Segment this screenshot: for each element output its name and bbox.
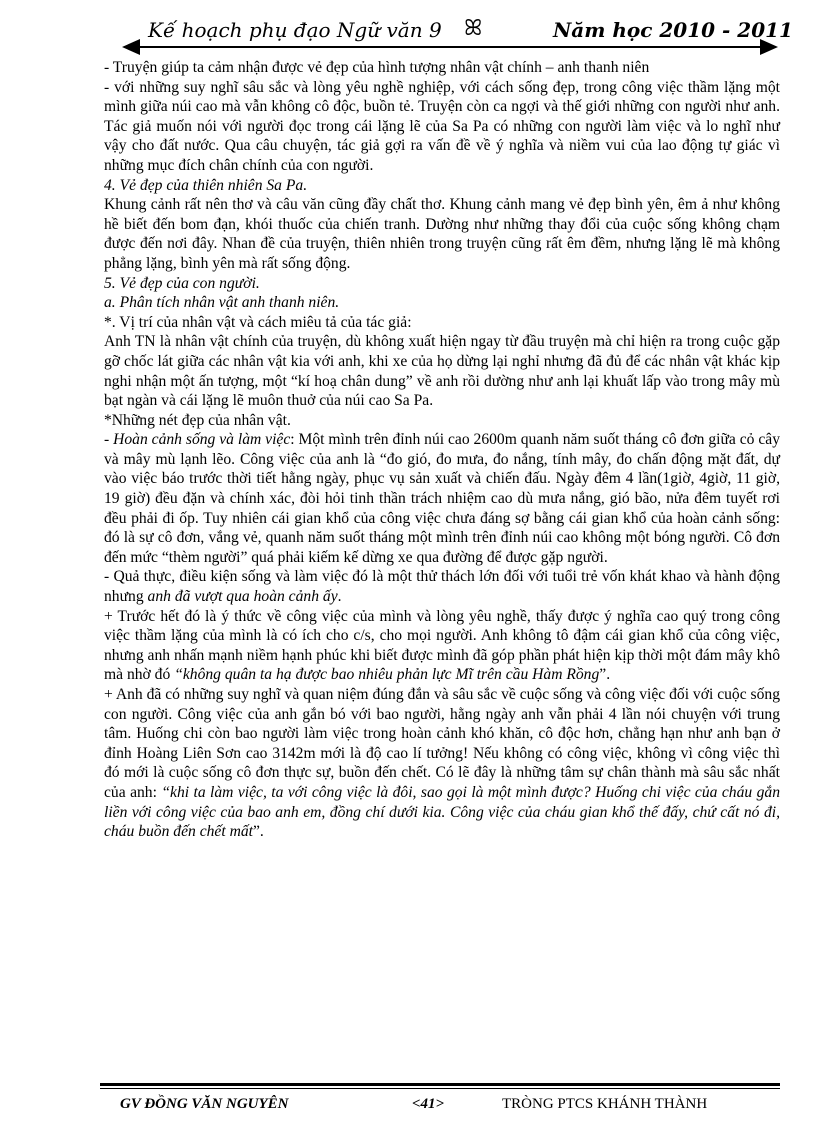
paragraph-emphasis: Hoàn cảnh sống và làm việc (113, 431, 291, 449)
document-body (104, 58, 780, 842)
paragraph-emphasis: anh đã vượt qua hoàn cảnh ấy (147, 588, 338, 606)
section-heading: 5. Vẻ đẹp của con người. (104, 274, 260, 292)
ornament-icon: ꕤ (464, 16, 483, 41)
paragraph (104, 567, 780, 606)
page-header (100, 14, 793, 64)
paragraph (104, 430, 780, 567)
double-arrow-rule-icon (122, 38, 778, 56)
paragraph-rest: . (337, 588, 342, 606)
footer-divider (100, 1083, 780, 1086)
paragraph-lead: + Trước hết đó là ý thức về công việc của mình và lòng yêu nghề, thấy được ý nghĩa cao quý trong công việc thầm lặng của mình là có ích cho c/s, cho mọi người. Anh không tô đậm cái gian khổ của công việc, nhưng anh nhấn mạnh niềm hạnh phúc khi biết được mình đã góp phần phát hiện kịp thời một đám mây khô mà nhờ đó (104, 607, 780, 684)
footer-school: TRÒNG PTCS KHÁNH THÀNH (502, 1096, 708, 1112)
paragraph-rest: ”. (252, 823, 264, 841)
page-number: <41> (412, 1096, 445, 1112)
paragraph: Khung cảnh rất nên thơ và câu văn cũng đầy chất thơ. Khung cảnh mang vẻ đẹp bình yên, êm ả như không hề biết đến bom đạn, khói thuốc của chiến tranh. Dường như những thay đổi của cuộc sống không chạm được đến nơi đây. Nhan đề của truyện, thiên nhiên trong truyện cũng rất êm đềm, nhưng lặng lẽ mà không phẳng lặng, bình yên mà rất sống động. (104, 196, 780, 272)
paragraph-rest: ”. (599, 666, 611, 684)
paragraph: - với những suy nghĩ sâu sắc và lòng yêu nghề nghiệp, với cách sống đẹp, trong công việc thầm lặng một mình giữa núi cao mà vẫn không cô độc, buồn tẻ. Truyện còn ca ngợi và thế giới những con người như anh. Tác giả muốn nói với người đọc trong cái lặng lẽ của Sa Pa có những con người làm việc và lo nghĩ như vậy cho đất nước. Qua câu chuyện, tác giả gợi ra vấn đề về ý nghĩa và niềm vui của lao động tự giác vì những mục đích chân chính của con người. (104, 78, 780, 174)
footer-teacher: GV ĐỒNG VĂN NGUYÊN (120, 1096, 289, 1112)
paragraph (104, 607, 780, 685)
paragraph (104, 685, 780, 842)
section-heading: 4. Vẻ đẹp của thiên nhiên Sa Pa. (104, 176, 308, 194)
paragraph-lead: + Anh đã có những suy nghĩ và quan niệm đúng đắn và sâu sắc về cuộc sống và công việc đối với cuộc sống con người. Công việc của anh gắn bó với bao người, hằng ngày anh vẫn phải 4 lần nói chuyện với trung tâm. Huống chi còn bao người làm việc trong hoàn cảnh khó khăn, cô độc hơn, chẳng hạn như anh bạn ở đỉnh Hoàng Liên Sơn cao 3142m mới là độ cao lí tưởng! Nếu không có công việc, không vì công việc thì đó mới là cuộc sống cô đơn thực sự, buồn đến chết. Có lẽ đây là những tâm sự chân thành mà sâu sắc nhất của anh: (104, 686, 780, 801)
paragraph-emphasis: “khi ta làm việc, ta với công việc là đôi, sao gọi là một mình được? Huống chi việc của cháu gắn liền với công việc của bao anh em, đồng chí dưới kia. Công việc của cháu gian khổ thế đấy, chứ cất nó đi, cháu buồn đến chết mất (104, 783, 780, 841)
header-school-year: Năm học 2010 - 2011 (553, 18, 793, 42)
paragraph-rest: : Một mình trên đỉnh núi cao 2600m quanh năm suốt tháng cô đơn giữa cỏ cây và mây mù lạnh lẽo. Công việc của anh là “đo gió, đo mưa, đo nắng, tính mây, đo chấn động mặt đất, dự vào việc báo trước thời tiết hằng ngày, phục vụ sản xuất và chiến đấu. Ngày đêm 4 lần(1giờ, 4giờ, 11 giờ, 19 giờ) đều đặn và chính xác, đòi hỏi tinh thần trách nhiệm cao dù mưa nắng, gió bão, nửa đêm tuyết rơi đều phải đi ốp. Tuy nhiên cái gian khổ của công việc chưa đáng sợ bằng cái gian khổ của hoàn cảnh sống: đó là sự cô đơn, vắng vẻ, quanh năm suốt tháng một mình trên đỉnh núi cao không một bóng người. Cô đơn đến mức “thèm người” quá phải kiếm kế dừng xe qua đường để được gặp người. (104, 431, 780, 566)
paragraph: - Truyện giúp ta cảm nhận được vẻ đẹp của hình tượng nhân vật chính – anh thanh niên (104, 59, 650, 76)
paragraph: Anh TN là nhân vật chính của truyện, dù không xuất hiện ngay từ đầu truyện mà chỉ hiện ra trong cuộc gặp gỡ chốc lát giữa các nhân vật kia với anh, khi xe của họ dừng lại nghỉ nhưng đã đủ để các nhân vật khác kịp nghi nhận một ấn tượng, một “kí hoạ chân dung” về anh rồi dường như anh lại khuất lấp vào trong mây mù bạt ngàn và cái lặng lẽ muôn thuở của núi cao Sa Pa. (104, 333, 780, 410)
paragraph: *. Vị trí của nhân vật và cách miêu tả của tác giả: (104, 313, 412, 331)
header-title: Kế hoạch phụ đạo Ngữ văn 9 (148, 18, 442, 42)
page-footer (100, 1096, 780, 1118)
paragraph-lead: - Quả thực, điều kiện sống và làm việc đó là một thử thách lớn đối với tuổi trẻ vốn khát khao và hành động nhưng (104, 568, 780, 606)
paragraph: *Những nét đẹp của nhân vật. (104, 411, 291, 429)
paragraph-lead: - (104, 431, 114, 449)
paragraph-emphasis: “không quân ta hạ được bao nhiêu phản lực Mĩ trên cầu Hàm Rồng (174, 666, 600, 684)
footer-divider (100, 1088, 780, 1089)
subsection-heading: a. Phân tích nhân vật anh thanh niên. (104, 294, 340, 312)
